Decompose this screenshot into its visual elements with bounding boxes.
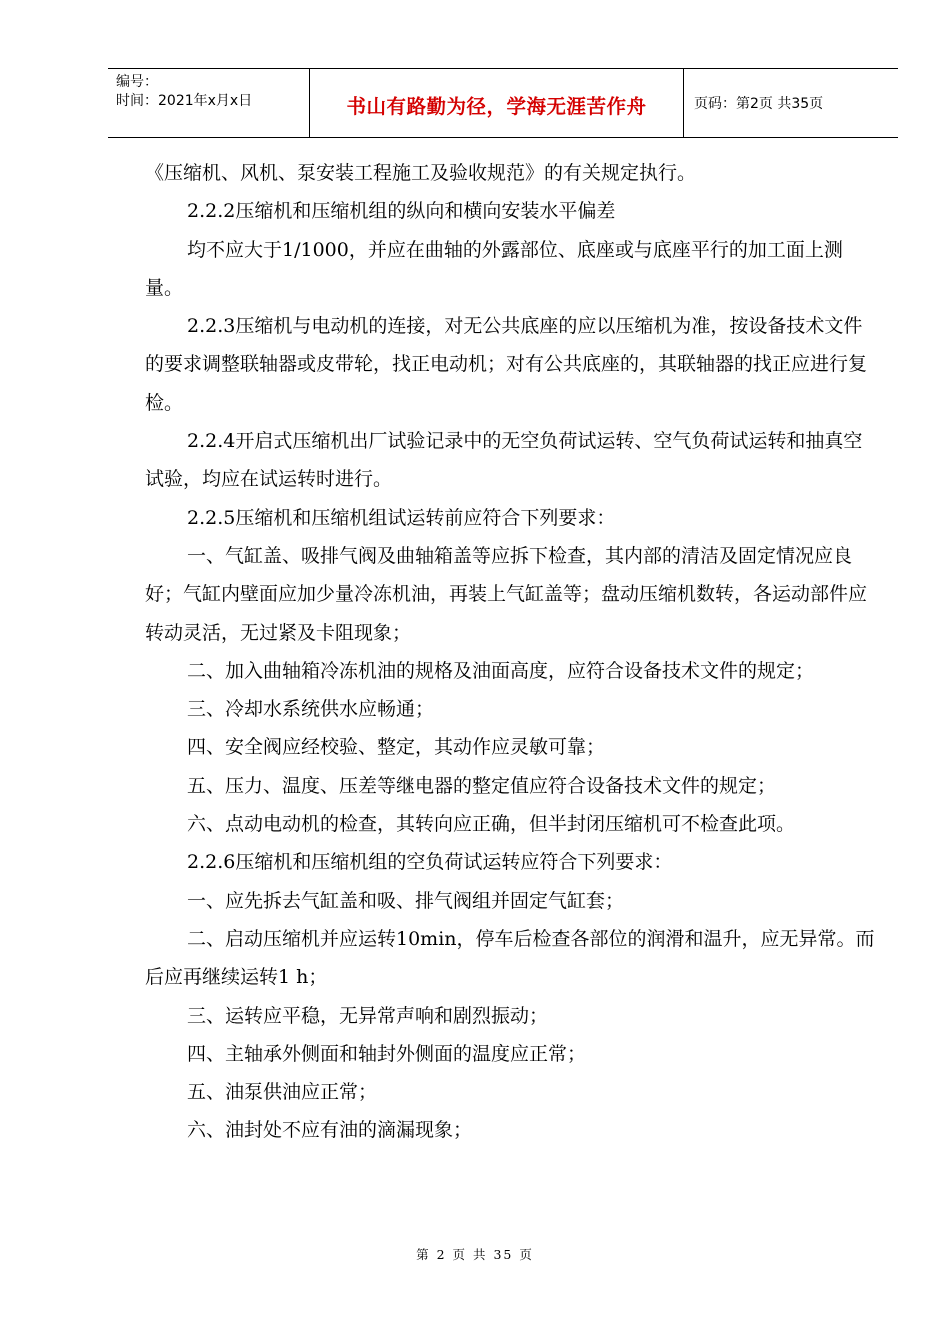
body-paragraph: 五、压力、温度、压差等继电器的整定值应符合设备技术文件的规定； [187,774,777,797]
body-paragraph: 均不应大于1/1000，并应在曲轴的外露部位、底座或与底座平行的加工面上测量。 [145,238,843,299]
body-paragraph: 2.2.3压缩机与电动机的连接，对无公共底座的应以压缩机为准，按设备技术文件的要求调整联轴器或皮带轮，找正电动机；对有公共底座的，其联轴器的找正应进行复检。 [145,315,868,414]
body-paragraph: 二、启动压缩机并应运转10min，停车后检查各部位的润滑和温升，应无异常。而后应再继续运转1 h； [145,927,875,989]
body-paragraph: 2.2.2压缩机和压缩机组的纵向和横向安装水平偏差 [187,200,616,223]
document-id-label: 编号： [116,74,158,90]
body-paragraph: 五、油泵供油应正常； [187,1081,378,1104]
body-paragraph: 《压缩机、风机、泵安装工程施工及验收规范》的有关规定执行。 [145,162,697,184]
body-paragraph: 2.2.4开启式压缩机出厂试验记录中的无空负荷试运转、空气负荷试运转和抽真空试验，均应在试运转时进行。 [145,430,863,491]
body-paragraph: 六、油封处不应有油的滴漏现象； [187,1119,473,1142]
header-page-info: 页码：第2页 共35页 [694,96,824,112]
body-paragraph: 四、主轴承外侧面和轴封外侧面的温度应正常； [187,1042,587,1065]
body-paragraph: 三、运转应平稳，无异常声响和剧烈振动； [187,1004,549,1027]
body-paragraph: 一、气缸盖、吸排气阀及曲轴箱盖等应拆下检查，其内部的清洁及固定情况应良好；气缸内壁面应加少量冷冻机油，再装上气缸盖等；盘动压缩机数转，各运动部件应转动灵活，无过紧及卡阻现象； [145,544,868,644]
page-header [108,68,898,138]
page-footer: 第 2 页 共 35 页 [416,1247,534,1262]
body-paragraph: 四、安全阀应经校验、整定，其动作应灵敏可靠； [187,736,606,759]
header-motto: 书山有路勤为径，学海无涯苦作舟 [310,69,684,137]
body-paragraph: 2.2.5压缩机和压缩机组试运转前应符合下列要求： [187,506,616,529]
body-paragraph: 2.2.6压缩机和压缩机组的空负荷试运转应符合下列要求： [187,851,673,874]
body-paragraph: 一、应先拆去气缸盖和吸、排气阀组并固定气缸套； [187,889,625,912]
document-body [145,154,875,1150]
body-paragraph: 六、点动电动机的检查，其转向应正确，但半封闭压缩机可不检查此项。 [187,813,796,836]
header-meta [108,69,310,137]
body-paragraph: 三、冷却水系统供水应畅通； [187,698,435,721]
body-paragraph: 二、加入曲轴箱冷冻机油的规格及油面高度，应符合设备技术文件的规定； [187,659,815,682]
document-time-label: 时间：2021年x月x日 [116,93,253,109]
